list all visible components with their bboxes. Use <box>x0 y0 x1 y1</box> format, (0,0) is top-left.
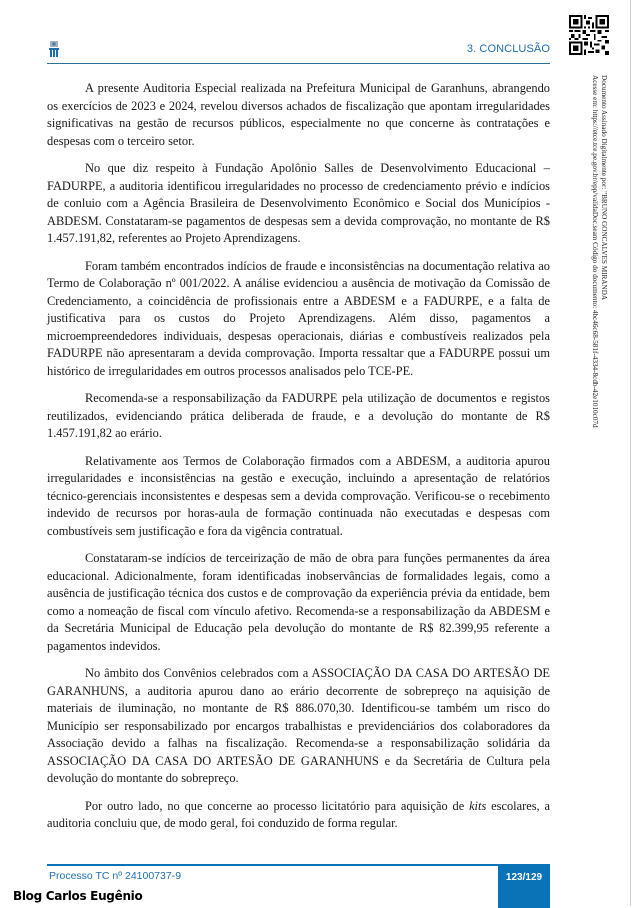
emphasis-text: kits <box>469 798 487 813</box>
paragraph-text: escolares, a auditoria concluiu que, de modo geral, foi conduzido de forma regular. <box>47 798 550 830</box>
paragraph: Constataram-se indícios de terceirização de mão de obra para funções permanentes da área educacional. Adicionalmente, foram identificadas inobservâncias de formalidades legais, como a ausência de justificação técnica dos custos e de comprovação da experiência prévia da entidade, bem como a nomeação de fiscal com vínculo afetivo. Recomenda-se a responsabilização da ABDESM e da Secretária Municipal de Educação pela devolução do montante de R$ 82.399,95 referente a pagamentos indevidos. <box>47 551 550 653</box>
tce-logo-icon <box>49 41 59 57</box>
qr-code-icon[interactable] <box>569 15 609 55</box>
page-edge <box>630 0 631 906</box>
paragraph: No que diz respeito à Fundação Apolônio Salles de Desenvolvimento Educacional – FADURPE, a auditoria identificou irregularidades no processo de credenciamento prévio e indícios de conluio com a Agência Brasileira de Desenvolvimento Econômico e Social dos Municípios - ABDESM. Constataram-se pagamentos de despesas sem a devida comprovação, no montante de R$ 1.457.191,82, referentes ao Projeto Aprendizagens. <box>47 161 550 245</box>
paragraph: Relativamente aos Termos de Colaboração firmados com a ABDESM, a auditoria apurou irregularidades e inconsistências na gestão e execução, incluindo a apresentação de relatórios técnico-gerenciais inconsistentes e despesas sem a devida comprovação. Verificou-se o recebimento indevido de recursos por horas-aula de formação continuada não executadas e despesas com combustíveis sem justificação e fora da vigência contratual. <box>47 453 550 538</box>
signature-line-2: Acesse em: https://etce.tce.pe.gov.br/epp/validaDoc.seam Código do documento: 4bc46c68-581f-4334-8cdb-42e1010c07d <box>591 75 599 428</box>
paragraph: No âmbito dos Convênios celebrados com a ASSOCIAÇÃO DA CASA DO ARTESÃO DE GARANHUNS, a auditoria apurou dano ao erário decorrente de sobrepreço na aquisição de materiais de iluminação, no montante de R$ 886.070,30. Identificou-se também um risco do Município ser responsabilizado por encargos trabalhistas e previdenciários dos colaboradores da Associação devido a falhas na fiscalização. Recomenda-se a responsabilização solidária da ASSOCIAÇÃO DA CASA DO ARTESÃO DE GARANHUNS e da Secretária de Cultura pela devolução do montante do sobrepreço. <box>47 666 550 785</box>
watermark: Blog Carlos Eugênio <box>13 889 143 903</box>
process-number: Processo TC nº 24100737-9 <box>49 870 182 882</box>
paragraph: A presente Auditoria Especial realizada na Prefeitura Municipal de Garanhuns, abrangendo os exercícios de 2023 e 2024, revelou diversos achados de fiscalização que apontam irregularidades significativas na gestão de recursos públicos, especialmente no que concerne às contratações e despesas com o terceiro setor. <box>47 81 550 148</box>
conclusion-body <box>47 80 550 843</box>
page-header <box>47 38 550 64</box>
digital-signature-note <box>590 75 608 428</box>
paragraph: Recomenda-se a responsabilização da FADURPE pela utilização de documentos e registos reutilizados, evidenciando prática deliberada de fraude, e a devolução do montante de R$ 1.457.191,82 ao erário. <box>47 391 550 440</box>
signature-line-1: Documento Assinado Digitalmente por: "BRUNO GONCALVES MIRANDA <box>600 75 608 301</box>
paragraph-text: Por outro lado, no que concerne ao processo licitatório para aquisição de <box>85 798 470 813</box>
paragraph <box>47 798 550 833</box>
page-number: 123/129 <box>498 866 550 908</box>
section-title: 3. CONCLUSÃO <box>466 43 550 55</box>
paragraph: Foram também encontrados indícios de fraude e inconsistências na documentação relativa ao Termo de Colaboração nº 001/2022. A análise evidenciou a ausência de motivação da Comissão de Credenciamento, a coincidência de profissionais entre a ABDESM e a FADURPE, e a falta de justificativa para os custos do Projeto Aprendizagens. Além disso, pagamentos a microempreendedores individuais, despesas operacionais, diárias e combustíveis realizados pela FADURPE não apresentaram a devida comprovação. Importa ressaltar que a FADURPE possui um histórico de irregularidades em outros processos analisados pelo TCE-PE. <box>47 258 550 378</box>
